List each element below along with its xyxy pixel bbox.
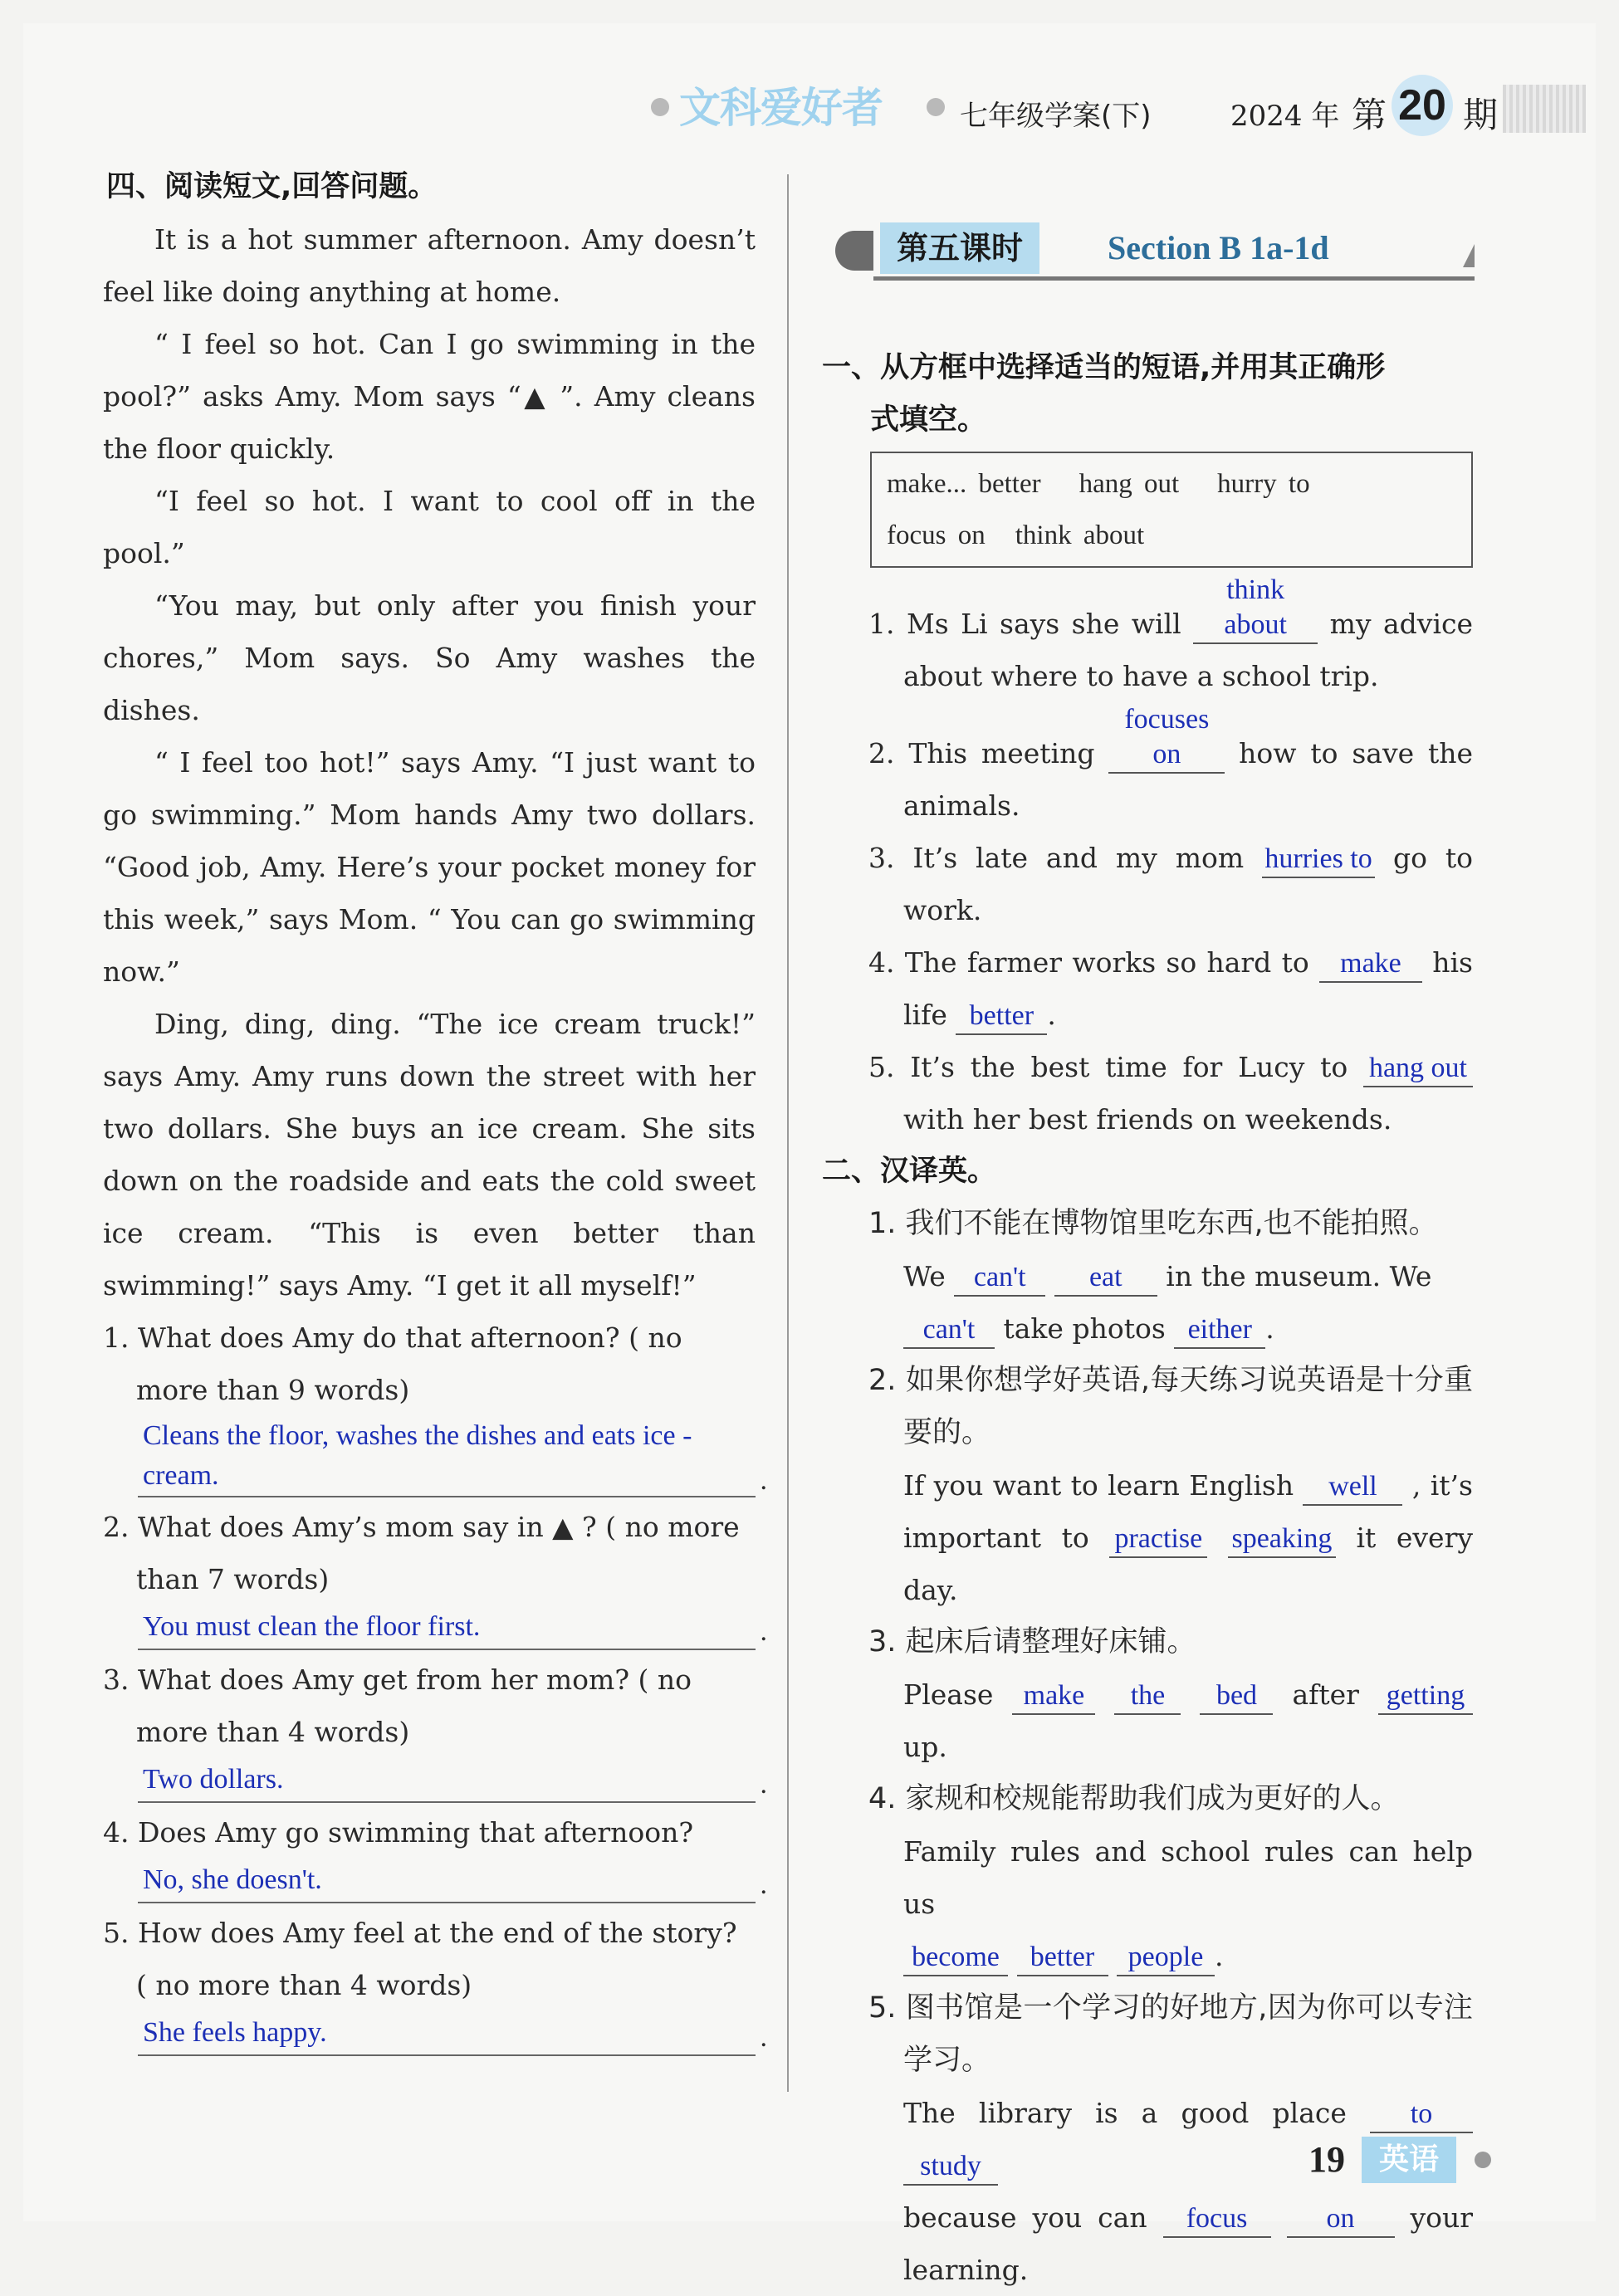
answer-blank[interactable]: people <box>1117 1940 1215 1976</box>
phrase-box <box>870 452 1473 568</box>
answer-blank[interactable]: better <box>1017 1940 1108 1976</box>
lesson-marker-icon <box>835 231 873 271</box>
answer-blank[interactable]: focus <box>1163 2201 1271 2238</box>
header-decoration <box>1503 85 1586 133</box>
brand-logo: 文科爱好者 <box>679 84 883 132</box>
answer-blank[interactable]: become <box>903 1940 1008 1976</box>
translate-prompt: 2. 如果你想学好英语,每天练习说英语是十分重要的。 <box>868 1364 1473 1449</box>
question: 4. Does Amy go swimming that afternoon? <box>103 1816 694 1849</box>
translate-prompt: 1. 我们不能在博物馆里吃东西,也不能拍照。 <box>868 1207 1438 1240</box>
paragraph: “ I feel so hot. Can I go swimming in the pool?” asks Amy. Mom says “▲ ”. Amy cleans the floor quickly. <box>103 328 756 465</box>
answer-blank[interactable]: eat <box>1054 1260 1157 1297</box>
question: 1. What does Amy do that afternoon? ( no more than 9 words) <box>103 1321 682 1406</box>
bullet-icon <box>1475 2152 1491 2168</box>
answer-line[interactable]: No, she doesn't. . <box>138 1859 756 1903</box>
answer-blank[interactable]: make <box>1319 946 1422 983</box>
answer-blank[interactable]: can't <box>954 1260 1045 1297</box>
paragraph: It is a hot summer afternoon. Amy doesn’t feel like doing anything at home. <box>103 223 756 308</box>
answer-line[interactable]: You must clean the floor first. . <box>138 1605 756 1650</box>
phrase: make... better <box>887 469 1041 499</box>
answer-blank[interactable]: hang out <box>1363 1051 1473 1087</box>
phrase: focus on <box>887 520 986 550</box>
translate-prompt: 3. 起床后请整理好床铺。 <box>868 1625 1196 1658</box>
answer-blank[interactable]: either <box>1174 1312 1265 1349</box>
translate-answer: We can't eat in the museum. We can't take photos either . <box>822 1250 1473 1355</box>
section-title: 四、阅读短文,回答问题。 <box>106 170 438 203</box>
fill-question: 2. This meeting focuses on how to save the animals. <box>868 704 1473 822</box>
paragraph: “I feel so hot. I want to cool off in the pool.” <box>103 485 756 569</box>
issue-prefix: 第 <box>1352 95 1387 135</box>
translate-prompt: 5. 图书馆是一个学习的好地方,因为你可以专注学习。 <box>868 1991 1473 2077</box>
lesson-header <box>827 222 1475 281</box>
lesson-section: Section B 1a-1d <box>1108 229 1329 266</box>
subject-badge: 英语 <box>1362 2137 1456 2183</box>
question: 5. How does Amy feel at the end of the story? ( no more than 4 words) <box>103 1917 737 2001</box>
answer-blank[interactable]: on <box>1287 2201 1395 2238</box>
phrase: hurry to <box>1217 469 1310 499</box>
answer-blank[interactable]: well <box>1303 1469 1402 1506</box>
book-title: 七年级学案(下) <box>960 100 1152 133</box>
fill-question: 4. The farmer works so hard to make his life better . <box>822 936 1473 1041</box>
answer-blank[interactable]: to <box>1370 2097 1473 2133</box>
answer-blank[interactable]: better <box>956 999 1047 1035</box>
paragraph: “You may, but only after you finish your chores,” Mom says. So Amy washes the dishes. <box>103 589 756 726</box>
answer-blank[interactable]: think about <box>1193 573 1318 644</box>
answer-line[interactable]: Cleans the floor, washes the dishes and eats ice - cream. . <box>138 1416 756 1497</box>
lesson-label: 第五课时 <box>880 222 1039 274</box>
exercise-section <box>822 342 1473 2296</box>
bullet-icon <box>927 98 945 116</box>
fill-question: 1. Ms Li says she will think about my advice about where to have a school trip. <box>868 574 1474 692</box>
page-number: 19 <box>1308 2139 1345 2180</box>
answer-blank[interactable]: study <box>903 2149 998 2186</box>
answer-text: She feels happy. <box>143 2017 327 2048</box>
column-divider <box>787 174 789 2092</box>
answer-line[interactable]: She feels happy. . <box>138 2011 756 2056</box>
fill-question: 5. It’s the best time for Lucy to hang out with her best friends on weekends. <box>822 1041 1473 1146</box>
part2-title: 二、汉译英。 <box>822 1155 997 1188</box>
answer-blank[interactable]: hurries to <box>1262 842 1375 878</box>
translate-answer: Family rules and school rules can help us become better people . <box>822 1825 1473 1982</box>
answer-text: Cleans the floor, washes the dishes and eats ice - cream. <box>143 1420 692 1491</box>
answer-blank[interactable]: speaking <box>1228 1522 1336 1558</box>
paragraph: Ding, ding, ding. “The ice cream truck!” says Amy. Amy runs down the street with her two dollars. She buys an ice cream. She sits down on the roadside and eats the cold sweet ice cream. “This is even better than swimming!” says Amy. “I get it all myself!” <box>103 1008 756 1302</box>
translate-prompt: 4. 家规和校规能帮助我们成为更好的人。 <box>868 1782 1400 1815</box>
answer-blank[interactable]: getting <box>1378 1678 1473 1715</box>
question: 2. What does Amy’s mom say in ▲ ? ( no more than 7 words) <box>103 1511 740 1595</box>
paragraph: “ I feel too hot!” says Amy. “I just want to go swimming.” Mom hands Amy two dollars. “Good job, Amy. Here’s your pocket money for this week,” says Mom. “ You can go swimming now.” <box>103 746 756 988</box>
answer-text: You must clean the floor first. <box>143 1611 481 1642</box>
bullet-icon <box>651 98 669 116</box>
answer-blank[interactable]: bed <box>1200 1678 1273 1715</box>
fill-question: 3. It’s late and my mom hurries to go to work. <box>868 842 1473 926</box>
answer-text: Two dollars. <box>143 1764 284 1795</box>
translate-answer: Please make the bed after getting up. <box>822 1668 1473 1773</box>
triangle-icon <box>1463 244 1475 267</box>
answer-line[interactable]: Two dollars. . <box>138 1758 756 1803</box>
answer-blank[interactable]: can't <box>903 1312 995 1349</box>
issue-number: 20 <box>1392 75 1453 136</box>
answer-blank[interactable]: focuses on <box>1108 702 1225 774</box>
answer-text: No, she doesn't. <box>143 1864 322 1895</box>
part1-title: 一、从方框中选择适当的短语,并用其正确形 <box>822 351 1386 384</box>
year: 2024 年 <box>1230 100 1340 133</box>
answer-blank[interactable]: the <box>1114 1678 1181 1715</box>
part1-title-cont: 式填空。 <box>870 403 987 437</box>
reading-section <box>103 161 767 2059</box>
lesson-underline <box>873 276 1475 281</box>
page-header <box>631 80 1586 146</box>
translate-answer: The library is a good place to study because you can focus on your learning. <box>903 2097 1473 2286</box>
phrase: think about <box>1015 520 1145 550</box>
phrase: hang out <box>1079 469 1180 499</box>
answer-blank[interactable]: make <box>1012 1678 1095 1715</box>
issue-suffix: 期 <box>1463 95 1499 135</box>
question: 3. What does Amy get from her mom? ( no more than 4 words) <box>103 1663 692 1748</box>
question-list <box>103 1312 767 2056</box>
answer-blank[interactable]: practise <box>1109 1522 1207 1558</box>
translate-answer: If you want to learn English well , it’s important to practise speaking it every day. <box>903 1469 1473 1606</box>
